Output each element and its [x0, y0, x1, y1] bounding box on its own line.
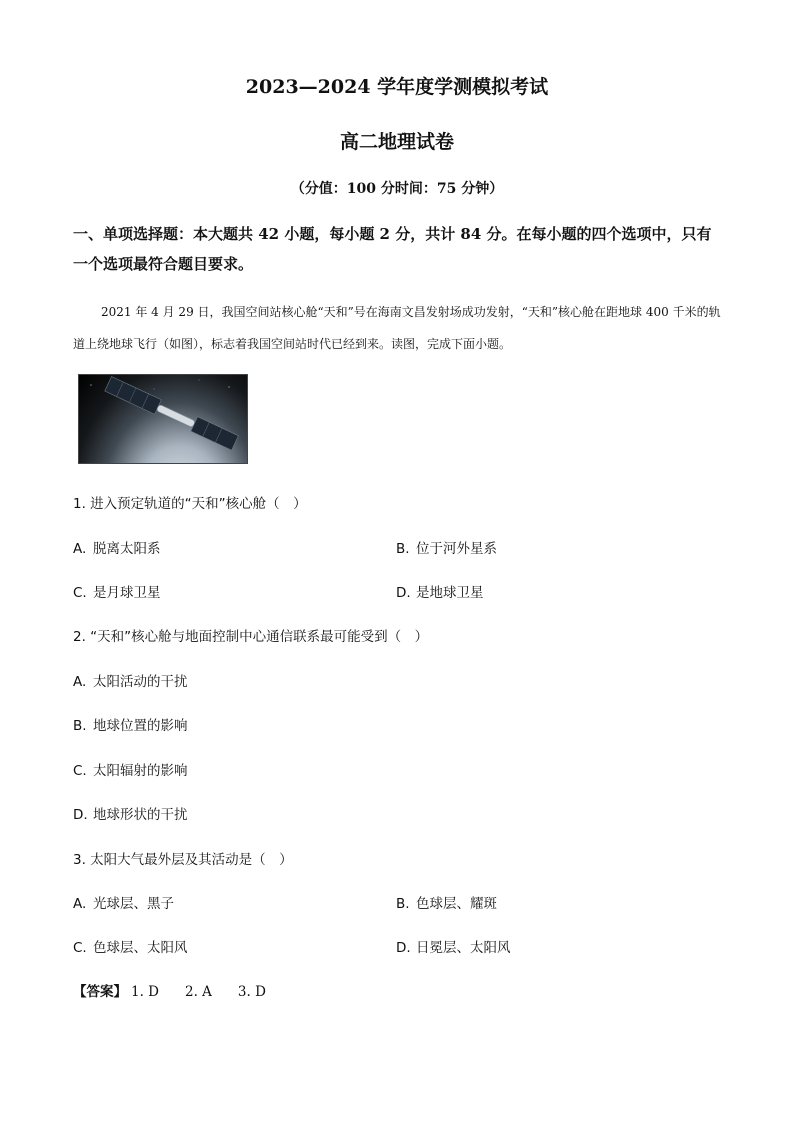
answer-item: 3. D — [237, 984, 266, 1000]
question-2-stem: 2. “天和”核心舱与地面控制中心通信联系最可能受到（ ） — [73, 629, 429, 645]
space-station-photo — [78, 374, 248, 464]
question-2-option-b: B. 地球位置的影响 — [73, 718, 188, 734]
answer-key — [73, 980, 288, 1000]
answer-label: 【答案】 — [73, 984, 127, 1000]
score-time-info: （分值：100 分时间：75 分钟） — [290, 181, 504, 197]
question-3-option-a: A. 光球层、黑子 — [73, 896, 174, 912]
question-3-option-c: C. 色球层、太阳风 — [73, 940, 188, 956]
exam-subtitle: 高二地理试卷 — [339, 131, 454, 153]
question-1-option-c: C. 是月球卫星 — [73, 585, 161, 601]
question-1-option-b: B. 位于河外星系 — [396, 541, 497, 557]
exam-title: 2023—2024 学年度学测模拟考试 — [245, 76, 549, 98]
answer-item: 2. A — [185, 984, 212, 1000]
answer-item: 1. D — [131, 984, 159, 1000]
question-3-option-d: D. 日冕层、太阳风 — [396, 940, 511, 956]
question-2-option-d: D. 地球形状的干扰 — [73, 807, 188, 823]
question-2-option-a: A. 太阳活动的干扰 — [73, 674, 188, 690]
space-station-illustration — [79, 375, 248, 464]
question-2-option-c: C. 太阳辐射的影响 — [73, 763, 188, 779]
intro-paragraph: 2021 年 4 月 29 日，我国空间站核心舱“天和”号在海南文昌发射场成功发射，“天和”核心舱在距地球 400 千米的轨道上绕地球飞行（如图），标志着我国空间站时代已经到来。读图，完成下面小题。 — [73, 305, 721, 351]
question-1-option-a: A. 脱离太阳系 — [73, 541, 161, 557]
section-heading: 一、单项选择题：本大题共 42 小题，每小题 2 分，共计 84 分。在每小题的四个选项中，只有一个选项最符合题目要求。 — [73, 225, 712, 273]
question-1-stem: 1. 进入预定轨道的“天和”核心舱（ ） — [73, 496, 307, 512]
question-3-option-b: B. 色球层、耀斑 — [396, 896, 497, 912]
question-3-stem: 3. 太阳大气最外层及其活动是（ ） — [73, 852, 293, 868]
question-1-option-d: D. 是地球卫星 — [396, 585, 484, 601]
